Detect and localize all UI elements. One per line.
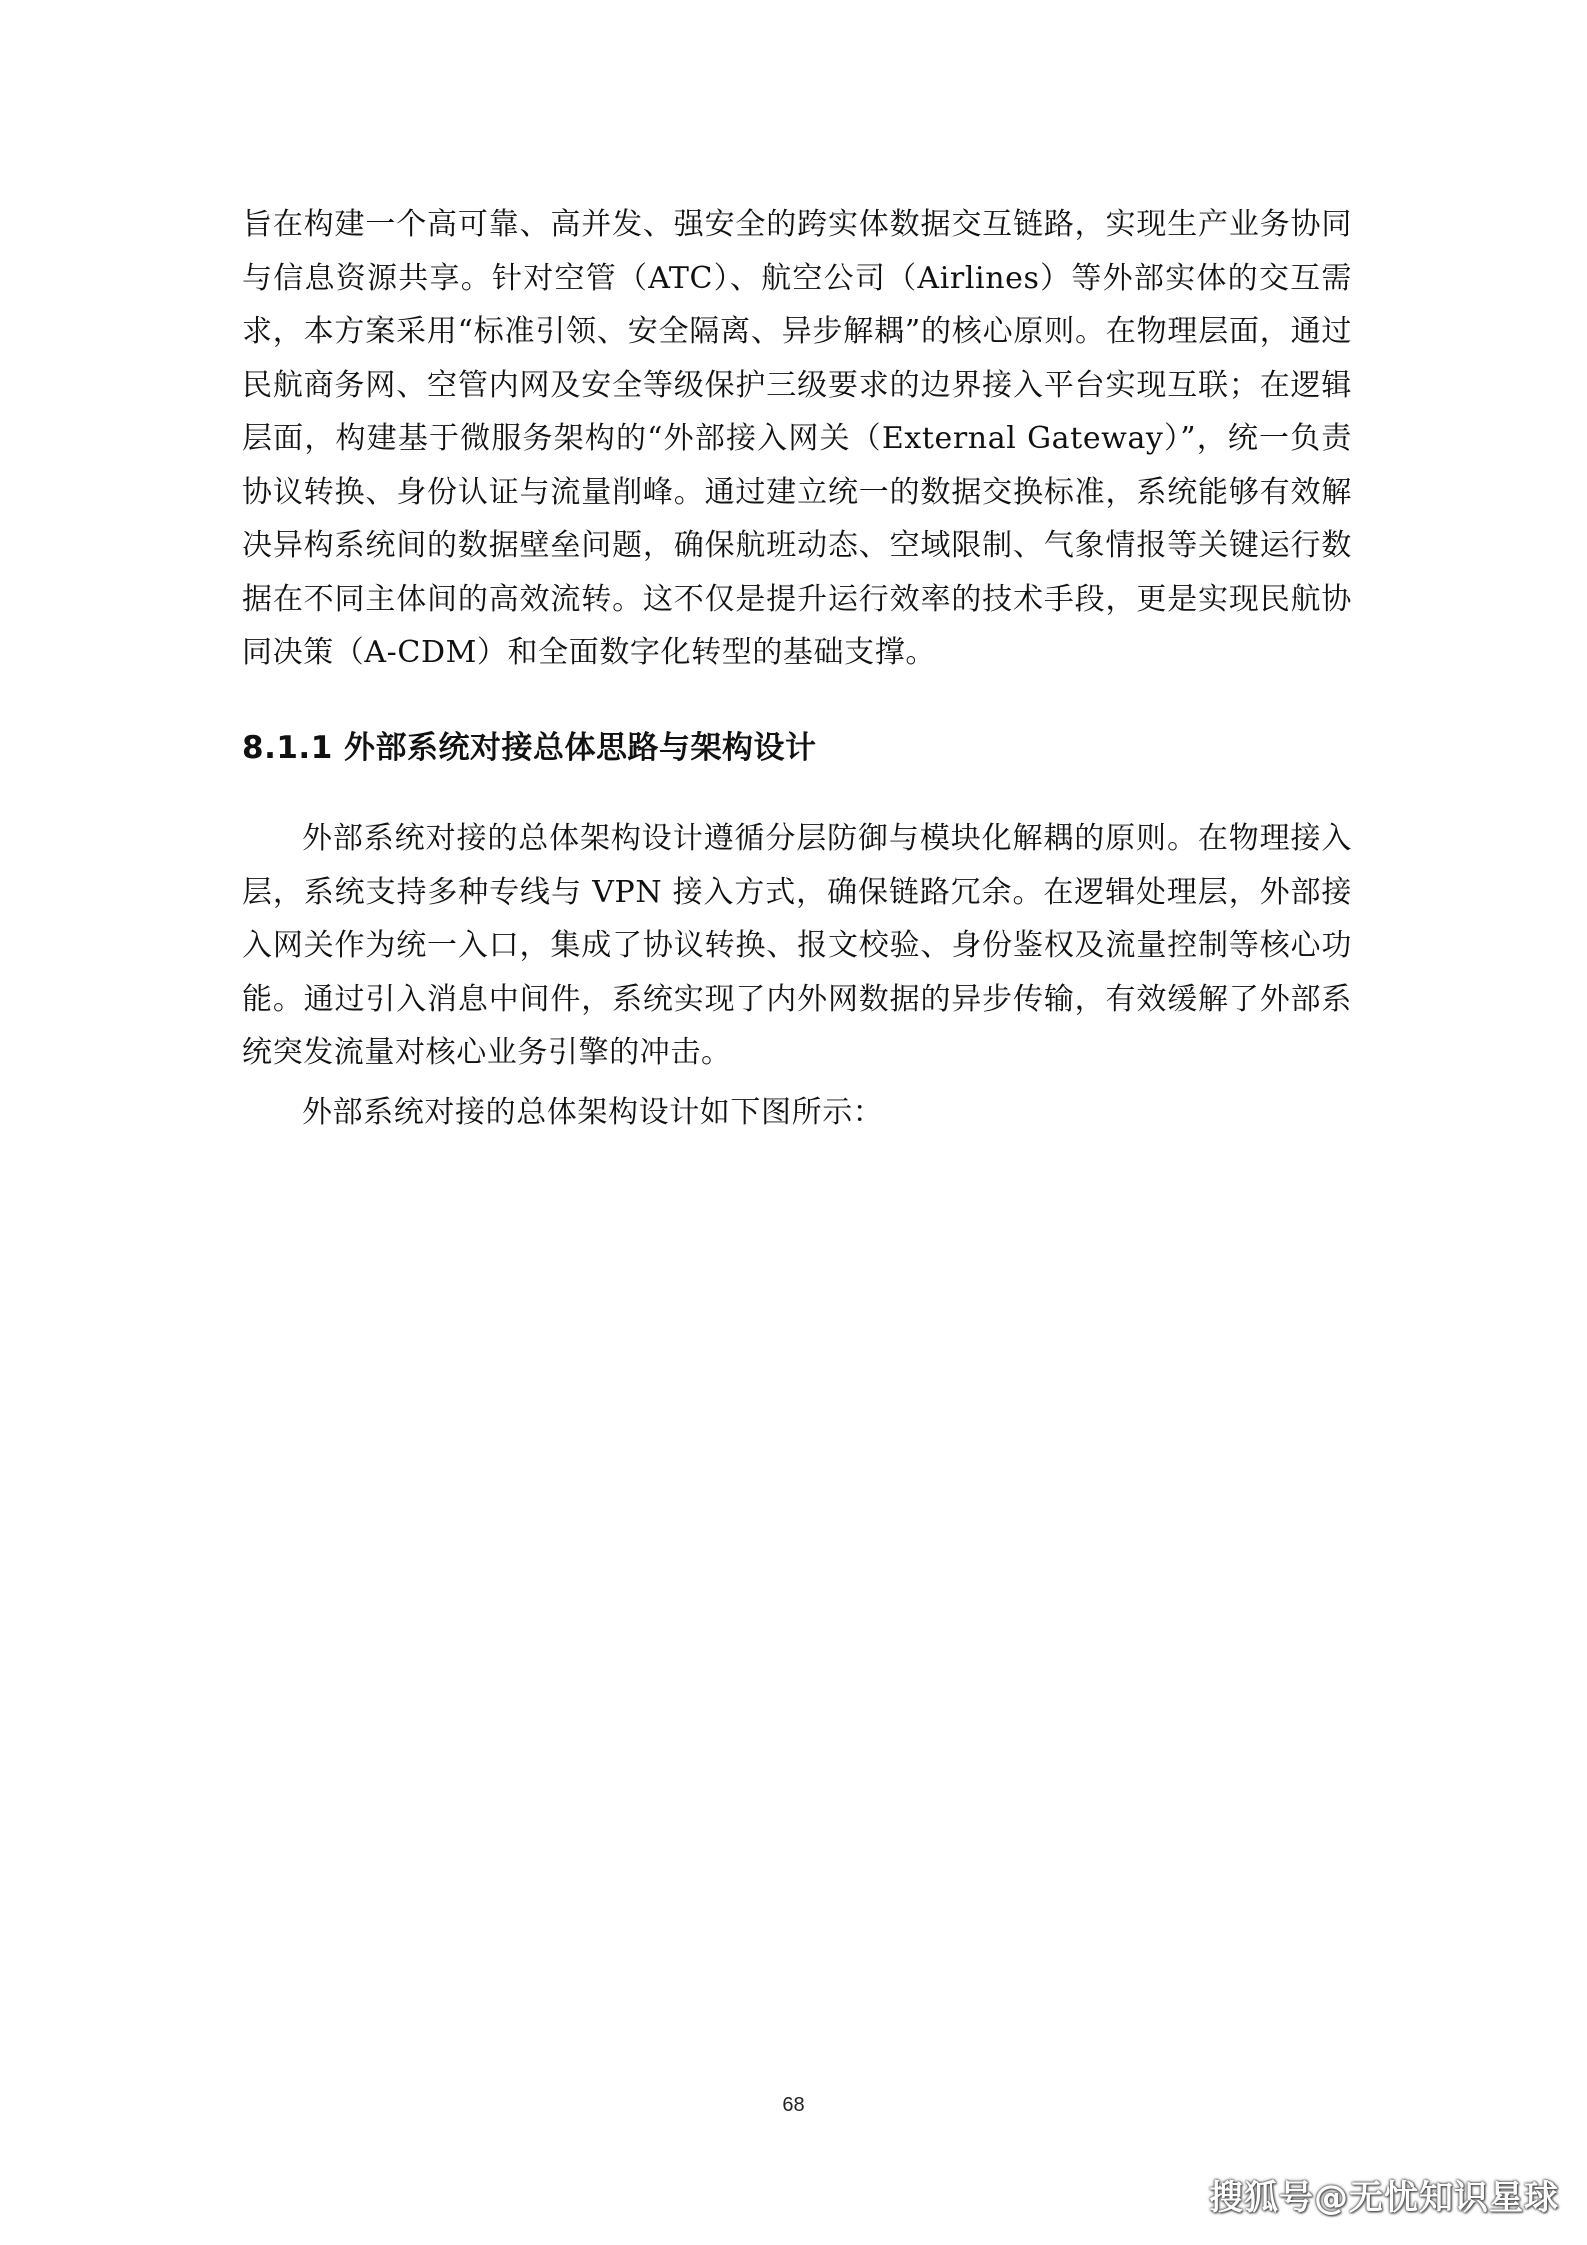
watermark-text: 搜狐号@无忧知识星球 [1209, 2178, 1559, 2218]
section-heading: 8.1.1 外部系统对接总体思路与架构设计 [242, 730, 817, 766]
intro-paragraph: 旨在构建一个高可靠、高并发、强安全的跨实体数据交互链路，实现生产业务协同与信息资源共享。针对空管（ATC）、航空公司（Airlines）等外部实体的交互需求，本方案采用“标准引领、安全隔离、异步解耦”的核心原则。在物理层面，通过民航商务网、空管内网及安全等级保护三级要求的边界接入平台实现互联；在逻辑层面，构建基于微服务架构的“外部接入网关（External Gateway）”，统一负责协议转换、身份认证与流量削峰。通过建立统一的数据交换标准，系统能够有效解决异构系统间的数据壁垒问题，确保航班动态、空域限制、气象情报等关键运行数据在不同主体间的高效流转。这不仅是提升运行效率的技术手段，更是实现民航协同决策（A-CDM）和全面数字化转型的基础支撑。 [242, 207, 1352, 670]
body-paragraph: 外部系统对接的总体架构设计遵循分层防御与模块化解耦的原则。在物理接入层，系统支持多种专线与 VPN 接入方式，确保链路冗余。在逻辑处理层，外部接入网关作为统一入口，集成了协议转换、报文校验、身份鉴权及流量控制等核心功能。通过引入消息中间件，系统实现了内外网数据的异步传输，有效缓解了外部系统突发流量对核心业务引擎的冲击。 [242, 821, 1352, 1070]
watermark [1209, 2170, 1559, 2219]
page-number: 68 [782, 2094, 805, 2116]
figure-intro-paragraph: 外部系统对接的总体架构设计如下图所示： [302, 1095, 884, 1130]
